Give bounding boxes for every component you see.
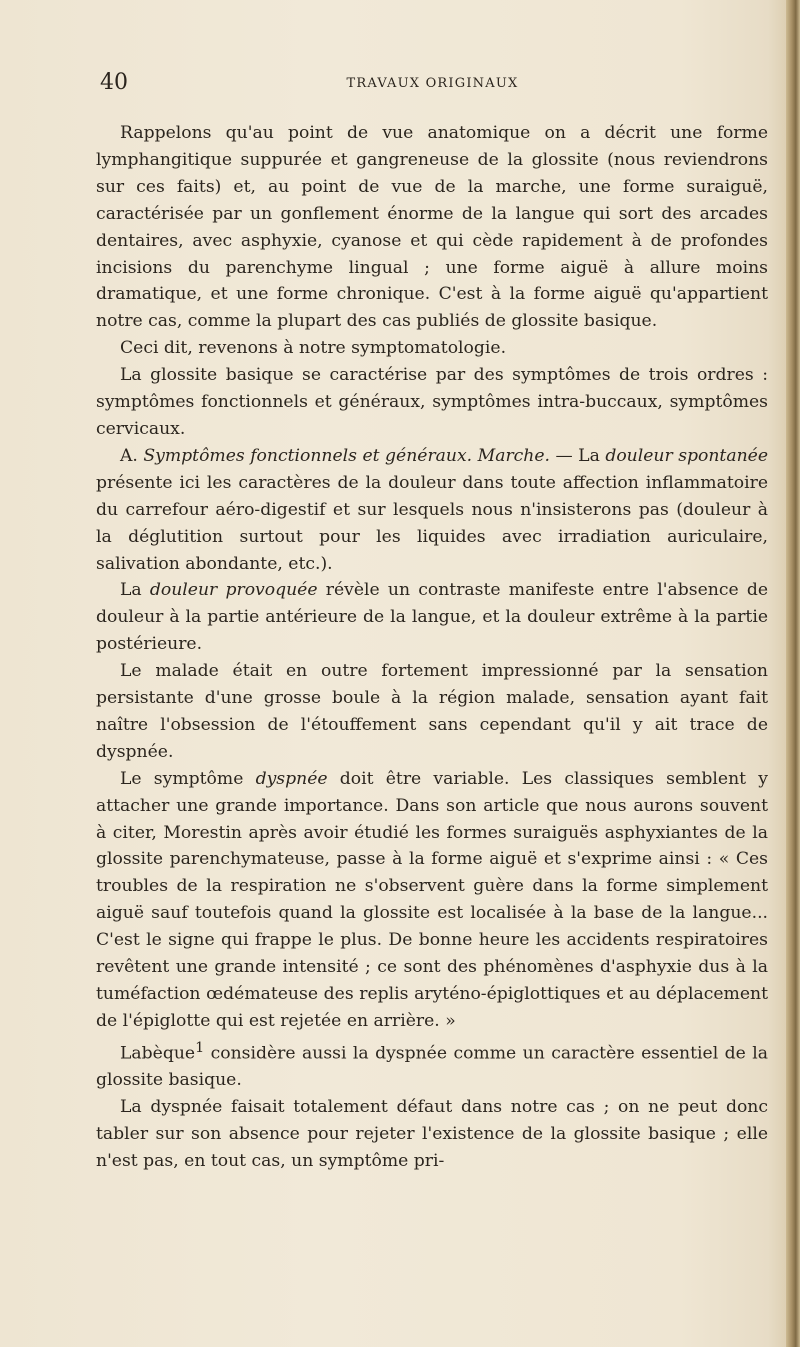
paragraph-text: doit être variable. Les classiques semblent y attacher une grande importance. Dans son article que nous aurons souvent à citer, Morestin après avoir étudié les formes suraiguës asphyxiantes de la glossite parenchymateuse, passe à la forme aiguë et s'exprime ainsi : « Ces troubles de la respiration ne s'observent guère dans la forme simplement aiguë sauf toutefois quand la glossite est localisée à la base de la langue... C'est le signe qui frappe le plus. De bonne heure les accidents respiratoires revêtent une grande intensité ; ce sont des phénomènes d'asphyxie dus à la tuméfaction œdémateuse des replis aryténo-épiglottiques et au déplacement de l'épiglotte qui est rejetée en arrière. »	[96, 768, 768, 1031]
paragraph-text: La glossite basique se caractérise par des symptômes de trois ordres : symptômes fonctionnels et généraux, symptômes intra-buccaux, symptômes cervicaux.	[96, 365, 768, 439]
section-heading: Symptômes fonctionnels et généraux. Marche.	[143, 445, 551, 466]
paragraph	[96, 1094, 768, 1175]
page-edge-shadow	[786, 0, 800, 1347]
paragraph	[96, 577, 768, 658]
paragraph	[96, 443, 768, 578]
paragraph	[96, 658, 768, 766]
italic-term: douleur spontanée	[605, 445, 768, 466]
paragraph	[96, 120, 768, 335]
section-letter: A.	[120, 445, 144, 466]
paragraph	[96, 362, 768, 443]
paragraph-text: considère aussi la dyspnée comme un caractère essentiel de la glossite basique.	[96, 1043, 768, 1091]
running-title: TRAVAUX ORIGINAUX	[346, 76, 519, 91]
paragraph-text: La dyspnée faisait totalement défaut dans notre cas ; on ne peut donc tabler sur son absence pour rejeter l'existence de la glossite basique ; elle n'est pas, en tout cas, un symptôme pri-	[96, 1097, 768, 1172]
paragraph-text: Labèque	[120, 1043, 196, 1064]
page-header	[100, 70, 765, 104]
paragraph-text: présente ici les caractères de la douleur dans toute affection inflammatoire du carrefour aéro-digestif et sur lesquels nous n'insisterons pas (douleur à la déglutition surtout pour les liquides avec irradiation auriculaire, salivation abondante, etc.).	[96, 472, 768, 574]
body-text	[96, 120, 768, 1175]
paragraph-text: Rappelons qu'au point de vue anatomique on a décrit une forme lymphangitique suppurée et gangreneuse de la glossite (nous reviendrons sur ces faits) et, au point de vue de la marche, une forme suraiguë, caractérisée par un gonflement énorme de la langue qui sort des arcades dentaires, avec asphyxie, cyanose et qui cède rapidement à de profondes incisions du parenchyme lingual ; une forme aiguë à allure moins dramatique, et une forme chronique. C'est à la forme aiguë qu'appartient notre cas, comme la plupart des cas publiés de glossite basique.	[96, 123, 768, 332]
paragraph-text: Le malade était en outre fortement impressionné par la sensation persistante d'une grosse boule à la région malade, sensation ayant fait naître l'obsession de l'étouffement sans cependant qu'il y ait trace de dyspnée.	[96, 661, 768, 762]
paragraph	[96, 1035, 768, 1095]
paragraph-text: Le symptôme	[120, 768, 256, 789]
paragraph	[96, 335, 768, 362]
paragraph-text: révèle un contraste manifeste entre l'absence de douleur à la partie antérieure de la langue, et la douleur extrême à la partie postérieure.	[96, 580, 769, 655]
italic-term: douleur provoquée	[149, 580, 318, 601]
italic-term: dyspnée	[255, 768, 328, 789]
paragraph-text: — La	[550, 445, 606, 466]
page-number: 40	[100, 70, 128, 95]
paragraph-text: Ceci dit, revenons à notre symptomatologie.	[120, 338, 507, 359]
paragraph	[96, 766, 768, 1035]
footnote-marker: 1	[195, 1039, 205, 1056]
paragraph-text: La	[120, 580, 150, 601]
